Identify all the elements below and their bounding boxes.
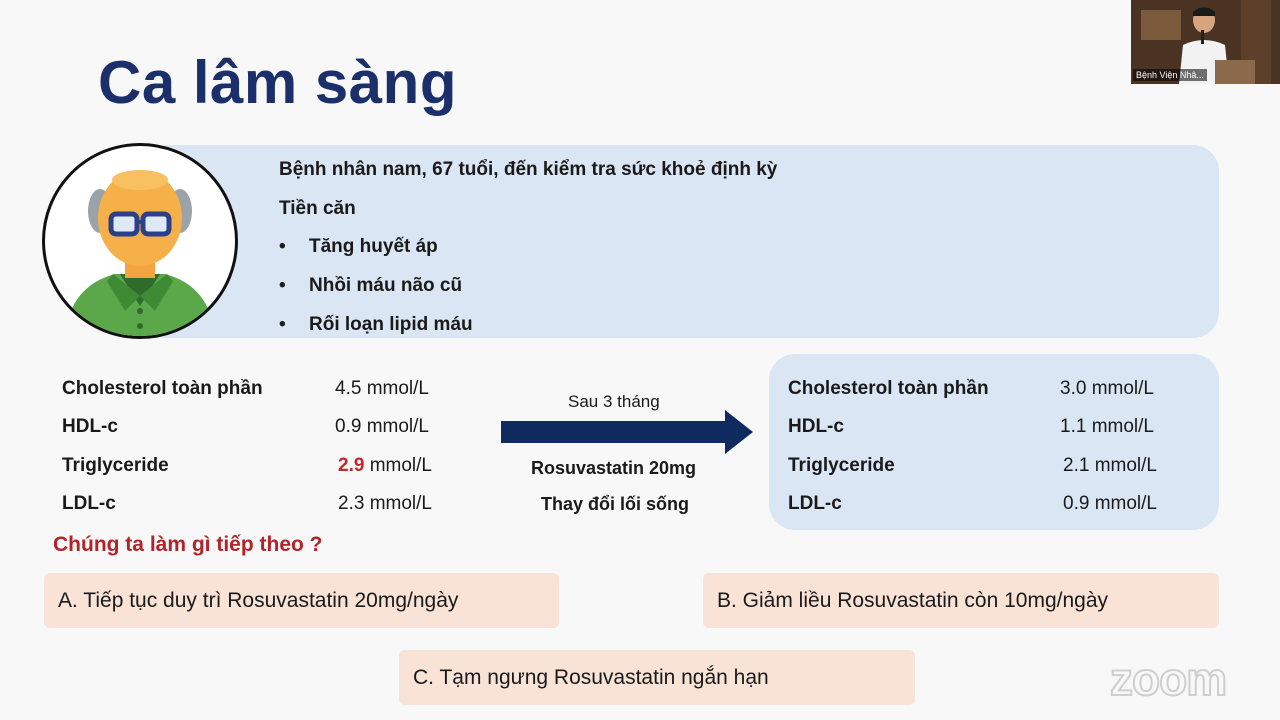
history-item: Rối loạn lipid máu [309,314,473,335]
speaker-video-tile[interactable] [1131,0,1280,84]
lab-name-before: LDL-c [62,493,116,514]
option-b-button[interactable] [703,573,1219,628]
right-arrow-icon [501,410,753,459]
lab-value-after: 0.9 mmol/L [1063,493,1157,514]
lab-value-before: 0.9 mmol/L [335,416,429,437]
lab-value-after: 2.1 mmol/L [1063,455,1157,476]
bullet-marker: • [279,236,286,257]
lab-name-after: LDL-c [788,493,842,514]
triglyceride-high-value: 2.9 [338,455,365,476]
patient-avatar-icon [42,143,238,339]
lab-value-after: 3.0 mmol/L [1060,378,1154,399]
lab-name-before: HDL-c [62,416,118,437]
zoom-logo: zoom [1110,653,1227,705]
option-b-label: B. Giảm liều Rosuvastatin còn 10mg/ngày [717,588,1109,612]
lab-name-before: Cholesterol toàn phần [62,378,263,399]
bullet-marker: • [279,275,286,296]
lab-name-after: Triglyceride [788,455,895,476]
bullet-marker: • [279,314,286,335]
history-item: Nhồi máu não cũ [309,275,463,296]
patient-summary: Bệnh nhân nam, 67 tuổi, đến kiểm tra sức khoẻ định kỳ [279,159,778,180]
slide-title: Ca lâm sàng [98,49,457,116]
history-item: Tăng huyết áp [309,236,438,257]
option-a-button[interactable] [44,573,559,628]
option-c-label: C. Tạm ngưng Rosuvastatin ngắn hạn [413,665,769,689]
option-a-label: A. Tiếp tục duy trì Rosuvastatin 20mg/ngày [58,588,459,612]
participant-name: Bệnh Viện Nhâ... [1133,69,1207,81]
lab-value-after: 1.1 mmol/L [1060,416,1154,437]
period-label: Sau 3 tháng [568,392,660,411]
treatment-label: Rosuvastatin 20mg [531,458,697,478]
lab-name-before: Triglyceride [62,455,169,476]
lab-value-before: 2.3 mmol/L [338,493,432,514]
option-c-button[interactable] [399,650,915,705]
lab-value-before: 4.5 mmol/L [335,378,429,399]
question-text: Chúng ta làm gì tiếp theo ? [53,533,323,556]
history-label: Tiền căn [279,198,356,219]
lifestyle-label: Thay đổi lối sống [541,494,689,514]
lab-name-after: Cholesterol toàn phần [788,378,989,399]
lab-name-after: HDL-c [788,416,844,437]
lab-value-before: 2.9 mmol/L [338,455,432,476]
